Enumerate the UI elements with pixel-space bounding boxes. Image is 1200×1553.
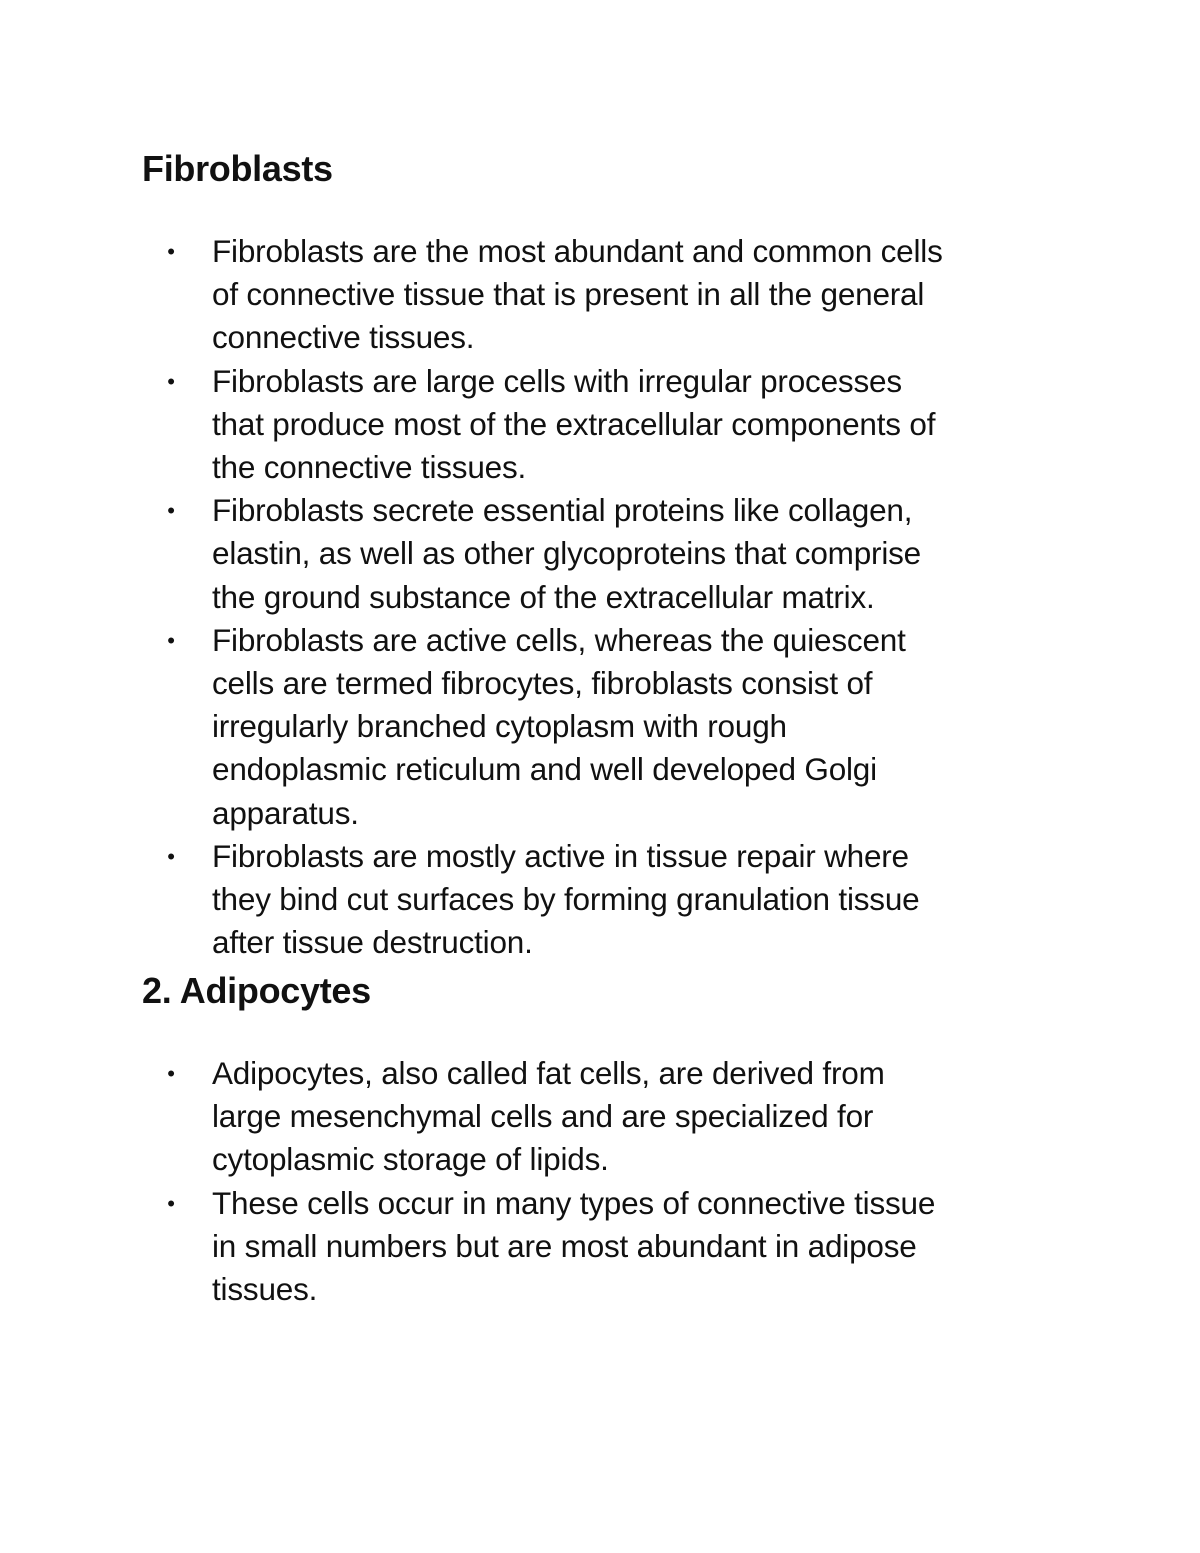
section-heading-adipocytes: 2. Adipocytes	[142, 970, 371, 1011]
bullet-line: apparatus.	[212, 794, 359, 831]
bullet-line: the connective tissues.	[212, 449, 527, 486]
bullet-line: Fibroblasts secrete essential proteins like collagen,	[212, 492, 913, 529]
bullet-line: Fibroblasts are mostly active in tissue repair where	[212, 837, 909, 874]
bullet-line: endoplasmic reticulum and well developed Golgi	[212, 751, 877, 788]
bullet-line: that produce most of the extracellular components of	[212, 405, 936, 442]
bullet-line: cells are termed fibrocytes, fibroblasts consist of	[212, 665, 873, 702]
list-item	[0, 230, 1062, 360]
bullet-line: they bind cut surfaces by forming granulation tissue	[212, 881, 920, 918]
bullet-line: Fibroblasts are the most abundant and common cells	[212, 233, 943, 269]
bullet-line: irregularly branched cytoplasm with rough	[212, 708, 787, 745]
list-item	[0, 360, 1062, 490]
bullet-line: elastin, as well as other glycoproteins that comprise	[212, 535, 921, 572]
bullet-line: in small numbers but are most abundant in adipose	[212, 1227, 917, 1264]
list-item	[0, 1182, 1062, 1312]
bullet-icon: •	[167, 843, 175, 869]
bullet-line: Adipocytes, also called fat cells, are derived from	[212, 1055, 885, 1091]
bullet-icon: •	[167, 1061, 175, 1086]
bullet-icon: •	[167, 368, 175, 394]
list-item	[0, 1052, 1062, 1182]
bullet-icon: •	[167, 239, 175, 264]
list-item	[0, 619, 1062, 835]
fibroblasts-bullet-list	[0, 230, 1062, 964]
bullet-line: tissues.	[212, 1271, 318, 1308]
list-item	[0, 489, 1062, 619]
bullet-icon: •	[167, 627, 175, 653]
bullet-line: after tissue destruction.	[212, 924, 533, 961]
bullet-line: connective tissues.	[212, 319, 475, 356]
list-item	[0, 835, 1062, 965]
bullet-icon: •	[167, 1190, 175, 1216]
bullet-line: Fibroblasts are large cells with irregular processes	[212, 362, 902, 399]
bullet-line: of connective tissue that is present in all the general	[212, 276, 925, 313]
bullet-line: large mesenchymal cells and are specialized for	[212, 1098, 874, 1135]
bullet-line: cytoplasmic storage of lipids.	[212, 1141, 609, 1178]
section-heading-fibroblasts: Fibroblasts	[142, 148, 333, 189]
bullet-line: These cells occur in many types of connective tissue	[212, 1184, 936, 1221]
adipocytes-bullet-list	[0, 1052, 1062, 1311]
bullet-line: the ground substance of the extracellular matrix.	[212, 578, 875, 615]
bullet-line: Fibroblasts are active cells, whereas the quiescent	[212, 621, 906, 658]
bullet-icon: •	[167, 498, 175, 524]
